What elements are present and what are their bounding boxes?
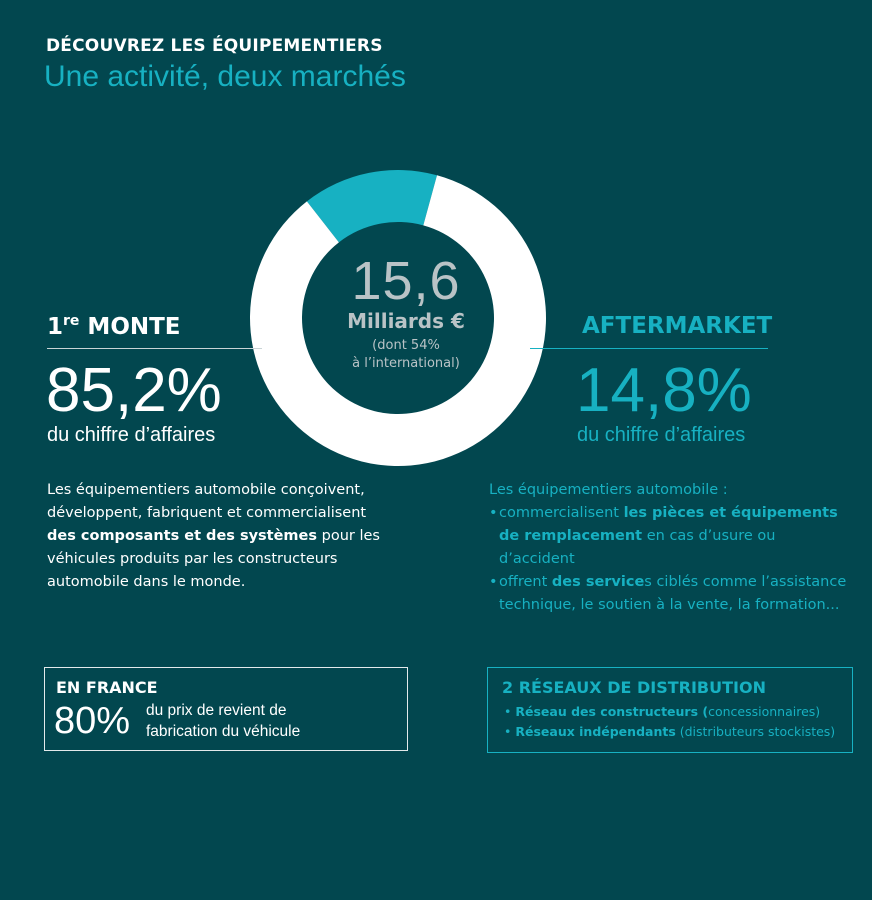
first-fit-divider [47, 348, 262, 349]
aftermarket-label: AFTERMARKET [582, 313, 773, 339]
header-kicker: DÉCOUVREZ LES ÉQUIPEMENTIERS [46, 36, 383, 56]
france-desc-line2: fabrication du véhicule [146, 723, 301, 740]
aftermarket-bullet-1 [489, 502, 849, 571]
distribution-item-1-bold: Réseau des constructeurs ( [515, 704, 709, 719]
first-fit-caption: du chiffre d’affaires [47, 424, 216, 446]
center-note [310, 337, 502, 373]
bullet-dot-icon: • [504, 704, 516, 719]
first-fit-percent: 85,2% [46, 356, 222, 425]
first-fit-label-text: MONTE [79, 314, 181, 340]
bullet-dot-icon: • [489, 505, 498, 521]
bullet1-post: en cas d’usure ou d’accident [499, 528, 776, 567]
first-fit-description-part2: pour les véhicules produits par les constructeurs automobile dans le monde. [47, 528, 380, 590]
bullet-dot-icon: • [504, 724, 516, 739]
center-note-line1: (dont 54% [372, 338, 440, 353]
distribution-item-1-rest: concessionnaires) [708, 704, 821, 719]
aftermarket-percent: 14,8% [576, 356, 752, 425]
france-box-description [146, 700, 300, 742]
france-box-title: EN FRANCE [56, 678, 158, 697]
aftermarket-bullet-2 [489, 571, 849, 617]
bullet2-bold: des service [551, 574, 645, 590]
first-fit-label-number: 1 [47, 314, 64, 340]
aftermarket-caption: du chiffre d’affaires [577, 424, 746, 446]
first-fit-description [47, 479, 382, 594]
france-desc-line1: du prix de revient de [146, 702, 287, 719]
bullet-dot-icon: • [489, 574, 498, 590]
center-value: 15,6 [351, 251, 461, 311]
page-title: Une activité, deux marchés [44, 60, 406, 93]
distribution-item-2-bold: Réseaux indépendants [515, 724, 676, 739]
bullet2-pre: offrent [499, 574, 552, 590]
first-fit-label [47, 313, 181, 340]
first-fit-description-bold: des composants et des systèmes [47, 528, 318, 544]
bullet1-bold: les pièces et équipements de remplacement [499, 505, 838, 544]
aftermarket-divider [530, 348, 768, 349]
distribution-item-2-rest: (distributeurs stockistes) [675, 724, 836, 739]
center-unit: Milliards € [347, 309, 465, 333]
first-fit-label-sup: re [63, 313, 80, 329]
first-fit-description-part1: Les équipementiers automobile conçoivent, développent, fabriquent et commercialisent [47, 482, 367, 521]
france-box-percent: 80% [54, 700, 131, 742]
center-note-line2: à l’international) [352, 356, 460, 371]
distribution-list [504, 702, 835, 742]
bullet2-post: s ciblés comme l’assistance technique, le soutien à la vente, la formation... [499, 574, 847, 613]
bullet1-pre: commercialisent [499, 505, 624, 521]
aftermarket-description [489, 479, 849, 617]
distribution-box-title: 2 RÉSEAUX DE DISTRIBUTION [502, 678, 766, 697]
distribution-item-2 [504, 722, 835, 742]
distribution-item-1 [504, 702, 835, 722]
aftermarket-intro: Les équipementiers automobile : [489, 482, 728, 498]
